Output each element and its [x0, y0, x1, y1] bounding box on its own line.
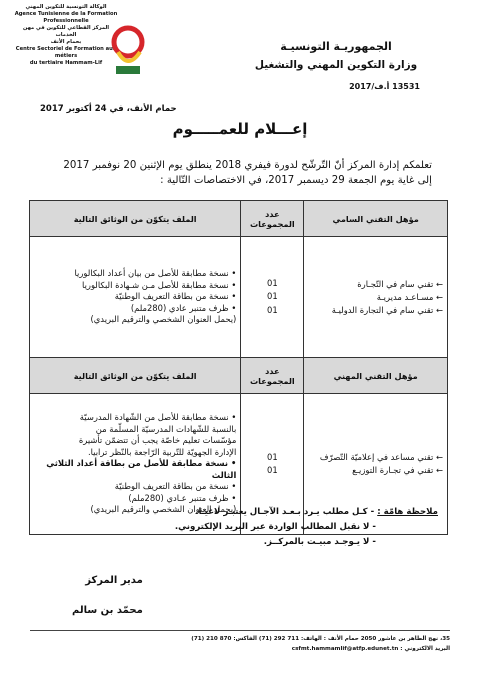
groups-cell: [241, 237, 304, 358]
group-count: 01: [267, 451, 278, 462]
note-item: - لا يـوجـد مبيـت بالمركــز.: [263, 537, 376, 547]
logo-text: الوكالة التونسية للتكوين المهني Agence Tunisienne de la Formation Professionnelle المركز القطاعي للتكوين في مهن الخدمات بحمام الأنف Centre Sectoriel de Formation aux métiers du tertiaire Hammam-Lif: [14, 4, 118, 66]
list-item: • نسخة مطابقة للأصل من بيان أعداد البكالوريا: [74, 268, 237, 279]
specialties-table: [29, 200, 448, 535]
list-item: (يحمل العنوان الشخصي والترقيم البريدي): [90, 504, 237, 515]
notes-block: [175, 505, 438, 550]
groups-header: عدد المجموعات: [241, 358, 304, 394]
header-ministry-block: [236, 38, 436, 74]
notes-label: ملاحظة هامّة :: [377, 507, 438, 517]
list-item: • نسخة من بطاقة التعريف الوطنيّة: [114, 291, 237, 302]
note-item: - لا نقبل المطالب الواردة عبر البريد الإلكتروني.: [174, 522, 376, 532]
qualifications-cell: [304, 237, 448, 358]
atfp-logo-icon: [110, 22, 146, 78]
footer: [40, 634, 450, 654]
signatory-role: مدير المركز: [85, 575, 143, 586]
group-count: 01: [267, 304, 278, 315]
list-item: • نسخة مطابقة للأصل من بطاقة أعداد الثلاثي الثالث: [46, 458, 237, 480]
list-item: ← تقني مساعد في إعلاميّة التّصرّف: [319, 452, 443, 462]
list-item: الإدارة الجهويّة للتّربية الرّاجعة بالنّظر ترابيا.: [87, 446, 237, 457]
list-item: ← تقني سام في التّجـارة: [357, 278, 443, 289]
list-item: ← تقني سام في التجارة الدوليـة: [331, 304, 443, 315]
list-item: • ظرف متنبر عادي (280ملم): [130, 302, 237, 313]
country-name: الجمهوريـة التونسيـة: [280, 40, 392, 53]
signatory-name: محمّد بن سالم: [72, 605, 143, 616]
qualification-header: مؤهل التقني السامي: [304, 201, 448, 237]
group-count: 01: [267, 277, 278, 288]
list-item: • نسخة مطابقة للأصل من الشّهادة المدرسيّة: [79, 412, 237, 423]
table-header-row: [30, 201, 448, 237]
footer-divider: [30, 630, 450, 631]
letter-date: حمام الأنف، في 24 أكتوبر 2017: [40, 104, 177, 114]
signature-block: [72, 566, 143, 626]
documents-header: الملف يتكوّن من الوثائق التالية: [30, 358, 241, 394]
intro-paragraph: تعلمكم إدارة المركز أنّ التّرشّح لدورة فيفري 2018 ينطلق يوم الإثنين 20 نوفمبر 2017 إلى غاية يوم الجمعة 29 ديسمبر 2017، في الاختصاصات التّالية :: [63, 160, 432, 186]
footer-address: 35، نهج الطاهر بن عاشور 2050 حمام الأنف : الهاتف: 711 292 (71) الفاكس: 870 210 (71): [191, 636, 450, 642]
reference-number: 13531 أ.ف/2017: [349, 82, 420, 91]
list-item: • نسخة من بطاقة التعريف الوطنيّة: [114, 481, 237, 492]
list-item: ← تقني في تجـارة التوزيـع: [352, 465, 443, 475]
group-count: 01: [267, 465, 278, 475]
page-title: إعـــلام للعمـــــوم: [172, 120, 308, 138]
list-item: بالنسبة للشّهادات المدرسيّة المسلّمة من: [95, 423, 237, 434]
group-count: 01: [267, 291, 278, 302]
list-item: • ظرف متنبر عـادي (280ملم): [128, 492, 237, 503]
table-row: [30, 237, 448, 358]
list-item: ← مسـاعـد مديريـة: [376, 291, 443, 302]
table-header-row: [30, 358, 448, 394]
groups-header: عدد المجموعات: [241, 201, 304, 237]
footer-email: البريد الالكتروني : csfmt.hammamlif@atfp.edunet.tn: [291, 646, 450, 652]
list-item: • نسخة مطابقة للأصل مـن شـهادة البكالوريا: [82, 279, 237, 290]
note-item: - كـل مطلب يـرد بـعـد الآجـال يعتبـر لاغيـا.: [195, 507, 375, 517]
ministry-name: وزارة التكوين المهني والتشغيل: [254, 59, 418, 71]
qualification-header: مؤهل التقني المهني: [304, 358, 448, 394]
documents-cell: [30, 237, 241, 358]
documents-header: الملف يتكوّن من الوثائق التالية: [30, 201, 241, 237]
list-item: (يحمل العنوان الشخصي والترقيم البريدي): [90, 314, 237, 325]
list-item: مؤسّسات تعليم خاصّة يجب أن تتضمّن تأشيرة: [78, 435, 237, 446]
